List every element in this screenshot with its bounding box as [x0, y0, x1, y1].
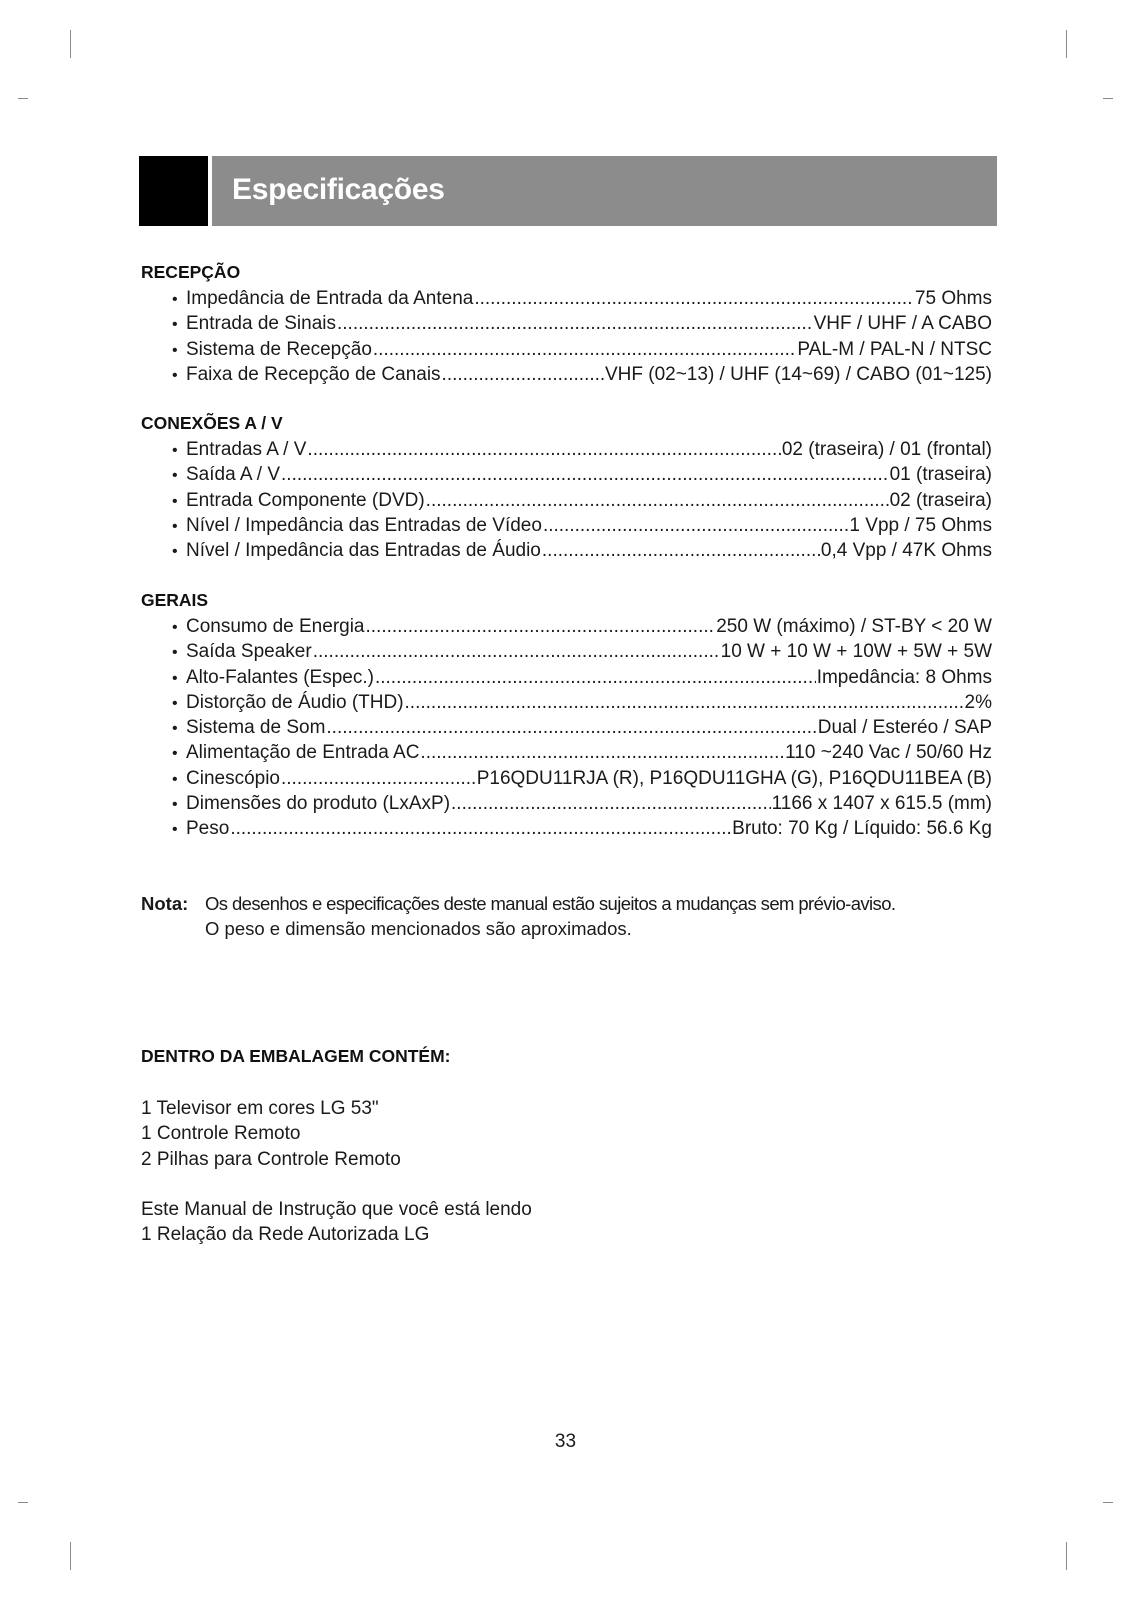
dot-leader — [366, 614, 716, 639]
dot-leader — [420, 740, 784, 765]
list-item: 1 Televisor em cores LG 53" — [141, 1098, 379, 1119]
bullet-icon: • — [172, 694, 178, 712]
spec-label: Impedância de Entrada da Antena — [186, 288, 474, 309]
bullet-icon: • — [172, 517, 178, 535]
dot-leader — [442, 362, 604, 387]
spec-row — [172, 639, 992, 664]
bullet-icon: • — [172, 492, 178, 510]
list-item: 1 Relação da Rede Autorizada LG — [141, 1224, 430, 1246]
bullet-icon: • — [172, 619, 178, 636]
note-text: O peso e dimensão mencionados são aproximados. — [205, 918, 632, 939]
bullet-icon: • — [172, 770, 178, 788]
spec-label: Faixa de Recepção de Canais — [186, 363, 441, 385]
spec-value: 2% — [964, 691, 992, 713]
bullet-icon: • — [172, 821, 178, 839]
spec-row — [172, 690, 992, 715]
spec-row — [172, 614, 992, 639]
spec-row — [172, 791, 992, 816]
section-heading-gerais: GERAIS — [141, 590, 209, 610]
bullet-icon: • — [172, 341, 178, 359]
package-list — [141, 1197, 532, 1248]
spec-row — [172, 488, 992, 513]
spec-label: Entrada de Sinais — [186, 313, 336, 335]
spec-row — [172, 766, 992, 791]
spec-list-conexoes — [172, 437, 992, 563]
spec-label: Alto-Falantes (Espec.) — [186, 666, 374, 688]
spec-row — [172, 286, 992, 311]
spec-value: 01 (traseira) — [889, 464, 992, 486]
note-label: Nota: — [141, 893, 189, 914]
spec-label: Alimentação de Entrada AC — [186, 742, 420, 764]
bullet-icon: • — [172, 467, 178, 485]
dot-leader — [326, 715, 816, 740]
dot-leader — [451, 791, 771, 816]
spec-label: Sistema de Recepção — [186, 338, 372, 360]
spec-value: P16QDU11RJA (R), P16QDU11GHA (G), P16QDU11BEA (B) — [476, 767, 992, 789]
dot-leader — [307, 437, 780, 462]
spec-value: 75 Ohms — [914, 288, 992, 309]
crop-mark — [1066, 1542, 1067, 1570]
list-item: Este Manual de Instrução que você está lendo — [141, 1199, 532, 1220]
list-item: 2 Pilhas para Controle Remoto — [141, 1148, 401, 1170]
bullet-icon: • — [172, 720, 178, 738]
spec-row — [172, 816, 992, 841]
crop-mark — [1103, 1502, 1113, 1503]
header-black-block — [139, 156, 208, 226]
list-item: 1 Controle Remoto — [141, 1123, 301, 1145]
dot-leader — [373, 337, 797, 362]
spec-row — [172, 665, 992, 690]
spec-value: VHF (02~13) / UHF (14~69) / CABO (01~125) — [604, 363, 992, 385]
spec-label: Cinescópio — [186, 767, 280, 789]
spec-label: Saída A / V — [186, 464, 281, 486]
dot-leader — [542, 538, 820, 563]
spec-row — [172, 362, 992, 387]
spec-list-gerais — [172, 614, 992, 842]
spec-label: Saída Speaker — [186, 641, 312, 663]
spec-row — [172, 437, 992, 462]
spec-row — [172, 715, 992, 740]
dot-leader — [313, 639, 720, 664]
crop-mark — [18, 1502, 28, 1503]
bullet-icon: • — [172, 366, 178, 384]
section-heading-package: DENTRO DA EMBALAGEM CONTÉM: — [141, 1046, 451, 1066]
bullet-icon: • — [172, 745, 178, 763]
page-title: Especificações — [232, 173, 445, 206]
bullet-icon: • — [172, 796, 178, 814]
bullet-icon: • — [172, 316, 178, 334]
dot-leader — [337, 311, 813, 336]
spec-row — [172, 513, 992, 538]
bullet-icon: • — [172, 442, 178, 459]
dot-leader — [281, 766, 476, 791]
crop-mark — [70, 1542, 71, 1570]
dot-leader — [426, 488, 889, 513]
dot-leader — [281, 462, 889, 487]
dot-leader — [405, 690, 964, 715]
spec-value: Dual / Esteréo / SAP — [817, 717, 992, 739]
bullet-icon: • — [172, 669, 178, 687]
spec-value: VHF / UHF / A CABO — [813, 313, 992, 335]
page-number: 33 — [554, 1431, 577, 1452]
spec-value: 1 Vpp / 75 Ohms — [849, 514, 992, 536]
dot-leader — [474, 286, 914, 311]
spec-value: 10 W + 10 W + 10W + 5W + 5W — [720, 641, 992, 663]
spec-value: 02 (traseira) — [889, 489, 992, 511]
section-heading-recepcao: RECEPÇÃO — [141, 262, 241, 282]
spec-value: 02 (traseira) / 01 (frontal) — [781, 439, 992, 460]
crop-mark — [1066, 30, 1067, 58]
spec-row — [172, 462, 992, 487]
dot-leader — [375, 665, 816, 690]
spec-label: Consumo de Energia — [186, 616, 365, 637]
spec-label: Peso — [186, 818, 230, 840]
package-list — [141, 1096, 401, 1172]
spec-value: 1166 x 1407 x 615.5 (mm) — [771, 793, 992, 815]
spec-value: PAL-M / PAL-N / NTSC — [797, 338, 992, 360]
spec-value: 110 ~240 Vac / 50/60 Hz — [785, 742, 992, 764]
crop-mark — [18, 98, 28, 99]
dot-leader — [230, 816, 731, 841]
spec-row — [172, 538, 992, 563]
spec-value: Impedância: 8 Ohms — [816, 666, 992, 688]
crop-mark — [70, 30, 71, 58]
spec-label: Nível / Impedância das Entradas de Áudio — [186, 540, 541, 562]
bullet-icon: • — [172, 543, 178, 561]
crop-mark — [1103, 98, 1113, 99]
spec-row — [172, 337, 992, 362]
spec-list-recepcao — [172, 286, 992, 387]
spec-value: 0,4 Vpp / 47K Ohms — [820, 540, 992, 562]
spec-label: Entradas A / V — [186, 439, 307, 460]
spec-label: Distorção de Áudio (THD) — [186, 691, 404, 713]
spec-label: Nível / Impedância das Entradas de Vídeo — [186, 514, 542, 536]
bullet-icon: • — [172, 291, 178, 308]
section-heading-conexoes: CONEXÕES A / V — [141, 413, 283, 433]
note-text: Os desenhos e especificações deste manual estão sujeitos a mudanças sem prévio-aviso. — [205, 893, 896, 914]
spec-value: 250 W (máximo) / ST-BY < 20 W — [716, 616, 992, 637]
spec-label: Dimensões do produto (LxAxP) — [186, 793, 451, 815]
spec-label: Sistema de Som — [186, 717, 326, 739]
spec-row — [172, 740, 992, 765]
bullet-icon: • — [172, 644, 178, 662]
spec-row — [172, 311, 992, 336]
spec-label: Entrada Componente (DVD) — [186, 489, 425, 511]
spec-value: Bruto: 70 Kg / Líquido: 56.6 Kg — [732, 818, 992, 840]
dot-leader — [543, 513, 848, 538]
